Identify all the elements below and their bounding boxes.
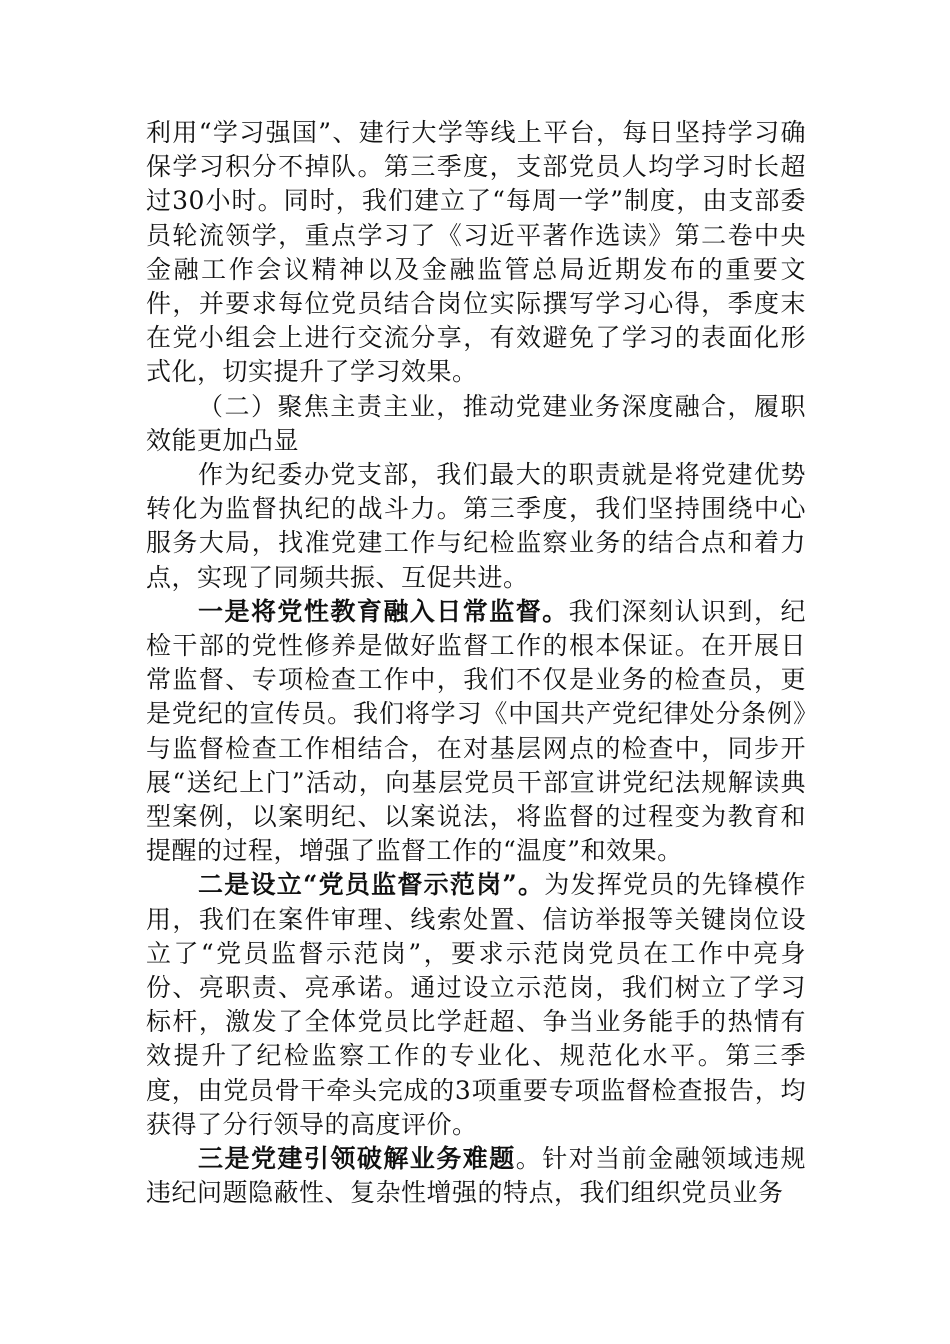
point-two-lead: 二是设立“党员监督示范岗”。 bbox=[198, 870, 545, 900]
point-three-body: 。针对当前金融领域违规违纪问题隐蔽性、复杂性增强的特点，我们组织党员业务 bbox=[146, 1144, 806, 1208]
point-three-lead: 三是党建引领破解业务难题 bbox=[198, 1144, 516, 1174]
point-two-body: 为发挥党员的先锋模作用，我们在案件审理、线索处置、信访举报等关键岗位设立了“党员监督示范岗”，要求示范岗党员在工作中亮身份、亮职责、亮承诺。通过设立示范岗，我们树立了学习标杆，激发了全体党员比学赶超、争当业务能手的热情有效提升了纪检监察工作的专业化、规范化水平。第三季度，由党员骨干牵头完成的3项重要专项监督检查报告，均获得了分行领导的高度评价。 bbox=[146, 870, 806, 1139]
section-heading-2: （二）聚焦主责主业，推动党建业务深度融合，履职效能更加凸显 bbox=[146, 391, 806, 455]
paragraph-party-branch-duty: 作为纪委办党支部，我们最大的职责就是将党建优势转化为监督执纪的战斗力。第三季度，我们坚持围绕中心服务大局，找准党建工作与纪检监察业务的结合点和着力点，实现了同频共振、互促共进。 bbox=[146, 460, 806, 592]
paragraph-study-platforms: 利用“学习强国”、建行大学等线上平台，每日坚持学习确保学习积分不掉队。第三季度，支部党员人均学习时长超过30小时。同时，我们建立了“每周一学”制度，由支部委员轮流领学，重点学习了《习近平著作选读》第二卷中央金融工作会议精神以及金融监管总局近期发布的重要文件，并要求每位党员结合岗位实际撰写学习心得，季度末在党小组会上进行交流分享，有效避免了学习的表面化形式化，切实提升了学习效果。 bbox=[146, 118, 806, 387]
paragraph-point-one bbox=[146, 595, 806, 869]
paragraph-point-two bbox=[146, 868, 806, 1142]
point-one-body: 我们深刻认识到，纪检干部的党性修养是做好监督工作的根本保证。在开展日常监督、专项检查工作中，我们不仅是业务的检查员，更是党纪的宣传员。我们将学习《中国共产党纪律处分条例》与监督检查工作相结合，在对基层网点的检查中，同步开展“送纪上门”活动，向基层党员干部宣讲党纪法规解读典型案例，以案明纪、以案说法，将监督的过程变为教育和提醒的过程，增强了监督工作的“温度”和效果。 bbox=[146, 596, 806, 866]
document-page bbox=[146, 116, 806, 1211]
paragraph-point-three bbox=[146, 1142, 806, 1210]
point-one-lead: 一是将党性教育融入日常监督。 bbox=[198, 596, 569, 626]
